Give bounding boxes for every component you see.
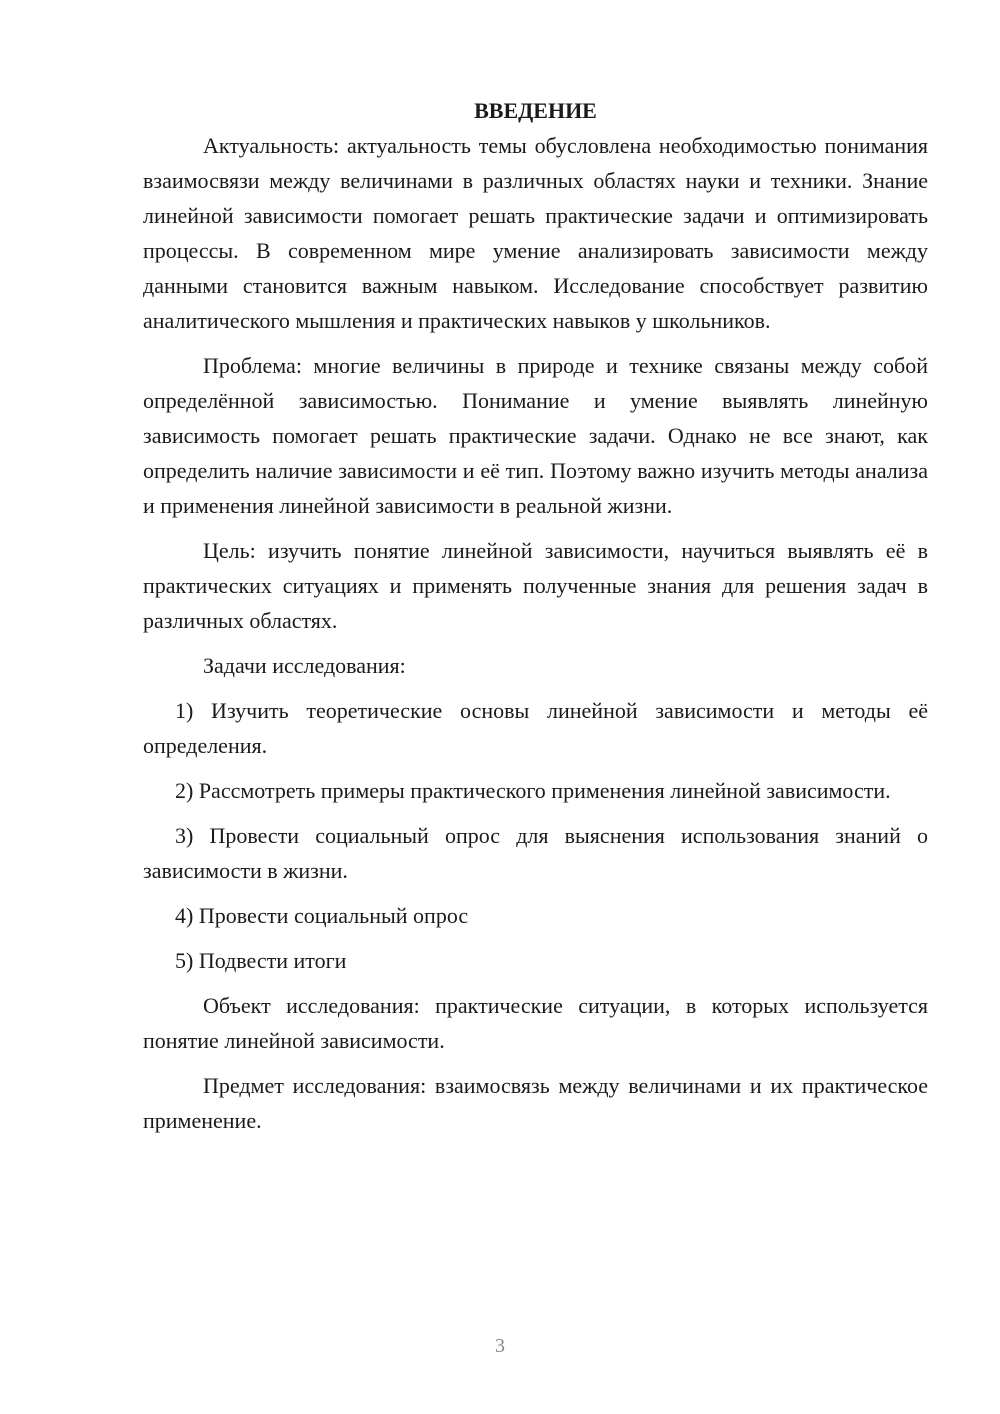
list-item: 5) Подвести итоги xyxy=(175,948,347,973)
list-item: 4) Провести социальный опрос xyxy=(175,903,469,928)
list-item: 2) Рассмотреть примеры практического применения линейной зависимости. xyxy=(175,778,891,803)
page-title: ВВЕДЕНИЕ xyxy=(474,98,597,123)
subject-paragraph: Предмет исследования: взаимосвязь между величинами и их практическое применение. xyxy=(143,1073,928,1133)
tasks-heading: Задачи исследования: xyxy=(203,653,406,678)
page-number: 3 xyxy=(495,1335,505,1357)
list-item: 3) Провести социальный опрос для выяснения использования знаний о зависимости в жизни. xyxy=(143,823,928,883)
tasks-list xyxy=(143,693,928,978)
list-item: 1) Изучить теоретические основы линейной зависимости и методы её определения. xyxy=(143,698,928,758)
goal-paragraph: Цель: изучить понятие линейной зависимости, научиться выявлять её в практических ситуациях и применять полученные знания для решения задач в различных областях. xyxy=(143,538,928,633)
object-paragraph: Объект исследования: практические ситуации, в которых используется понятие линейной зависимости. xyxy=(143,993,928,1053)
problem-paragraph: Проблема: многие величины в природе и технике связаны между собой определённой зависимостью. Понимание и умение выявлять линейную зависимость помогает решать практические задачи. Однако не все знают, как определить наличие зависимости и её тип. Поэтому важно изучить методы анализа и применения линейной зависимости в реальной жизни. xyxy=(143,353,928,518)
document-page xyxy=(143,93,928,1148)
relevance-paragraph: Актуальность: актуальность темы обусловлена необходимостью понимания взаимосвязи между величинами в различных областях науки и техники. Знание линейной зависимости помогает решать практические задачи и оптимизировать процессы. В современном мире умение анализировать зависимости между данными становится важным навыком. Исследование способствует развитию аналитического мышления и практических навыков у школьников. xyxy=(143,133,928,333)
